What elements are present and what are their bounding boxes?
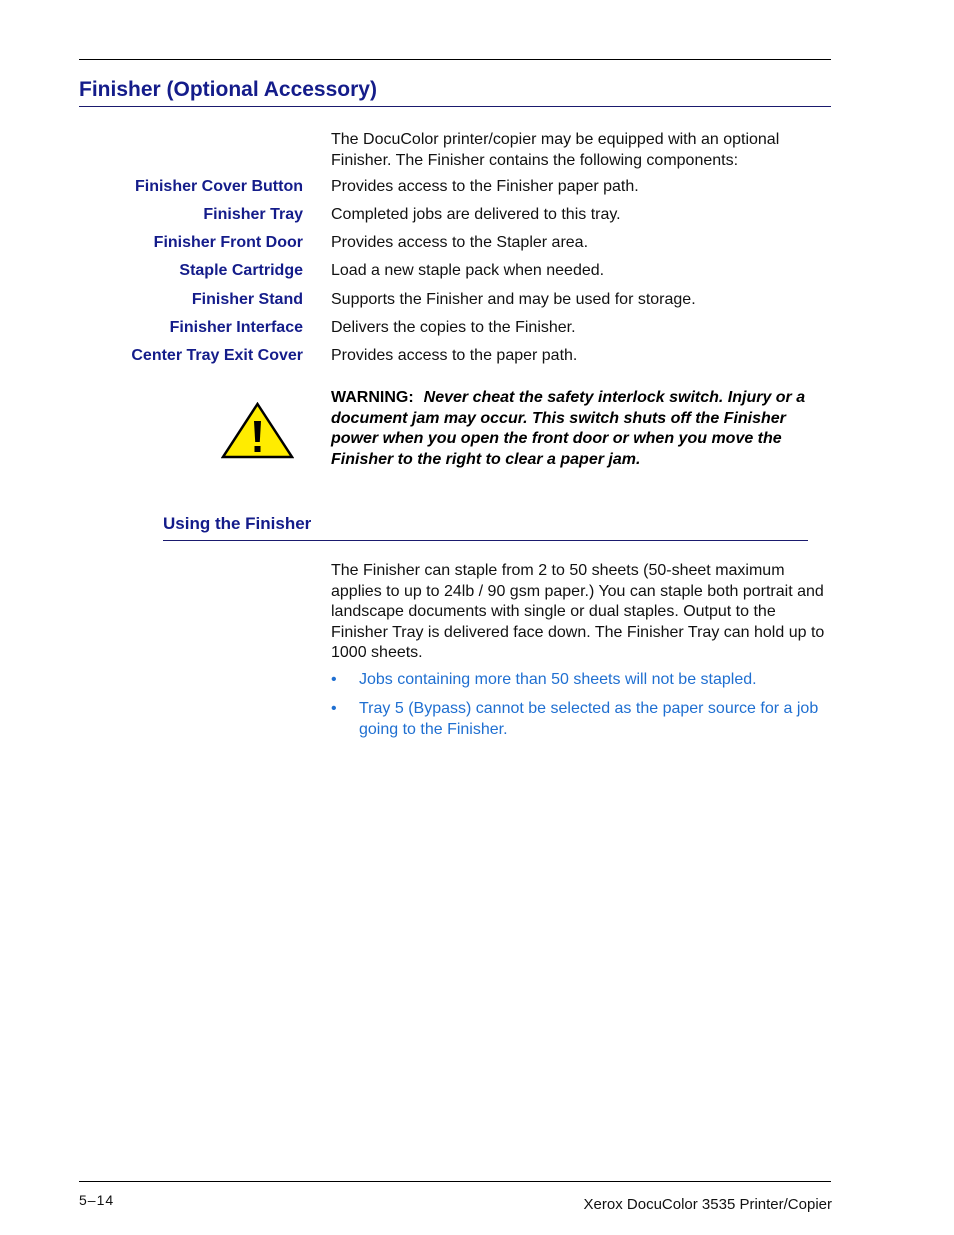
top-rule bbox=[79, 59, 831, 60]
bullet-marker: • bbox=[331, 700, 337, 717]
component-desc: Provides access to the paper path. bbox=[331, 347, 578, 364]
footer-rule bbox=[79, 1181, 831, 1182]
component-desc: Provides access to the Stapler area. bbox=[331, 234, 589, 251]
list-item bbox=[331, 699, 831, 740]
component-desc: Load a new staple pack when needed. bbox=[331, 262, 605, 279]
bullet-text: Jobs containing more than 50 sheets will not be stapled. bbox=[359, 671, 757, 688]
component-desc: Supports the Finisher and may be used for storage. bbox=[331, 291, 696, 308]
component-term: Finisher Front Door bbox=[153, 234, 303, 251]
component-term: Staple Cartridge bbox=[179, 262, 303, 279]
component-desc: Delivers the copies to the Finisher. bbox=[331, 319, 576, 336]
component-term: Finisher Cover Button bbox=[134, 178, 303, 195]
bullet-text: Tray 5 (Bypass) cannot be selected as the paper source for a job going to the Finisher. bbox=[359, 700, 819, 738]
component-term: Finisher Interface bbox=[169, 319, 303, 336]
section-title-underline bbox=[79, 106, 831, 107]
subsection-title: Using the Finisher bbox=[163, 514, 312, 533]
component-term: Finisher Stand bbox=[191, 291, 303, 308]
component-term: Finisher Tray bbox=[203, 206, 303, 223]
component-desc: Completed jobs are delivered to this tray. bbox=[331, 206, 621, 223]
list-item bbox=[331, 670, 831, 691]
warning-label: WARNING: bbox=[331, 389, 414, 406]
bullet-marker: • bbox=[331, 671, 337, 688]
warning-triangle-icon bbox=[221, 402, 294, 459]
component-desc: Provides access to the Finisher paper path. bbox=[331, 178, 639, 195]
subsection-title-underline bbox=[163, 540, 808, 541]
warning-note bbox=[331, 388, 831, 470]
footer-product-name: Xerox DocuColor 3535 Printer/Copier bbox=[583, 1196, 832, 1213]
component-term: Center Tray Exit Cover bbox=[131, 347, 303, 364]
page-number: 5–14 bbox=[79, 1192, 115, 1208]
section-intro: The DocuColor printer/copier may be equipped with an optional Finisher. The Finisher contains the following components: bbox=[331, 131, 780, 169]
section-title: Finisher (Optional Accessory) bbox=[79, 78, 377, 101]
subsection-body: The Finisher can staple from 2 to 50 sheets (50-sheet maximum applies to up to 24lb / 90 gsm paper.) You can staple both portrait and landscape documents with single or dual staples. Output to the Finisher Tray is delivered face down. The Finisher Tray can hold up to 1000 sheets. bbox=[331, 562, 825, 661]
warning-text: Never cheat the safety interlock switch. Injury or a document jam may occur. This switch shuts off the Finisher power when you open the front door or when you move the Finisher to the right to clear a paper jam. bbox=[331, 389, 806, 468]
